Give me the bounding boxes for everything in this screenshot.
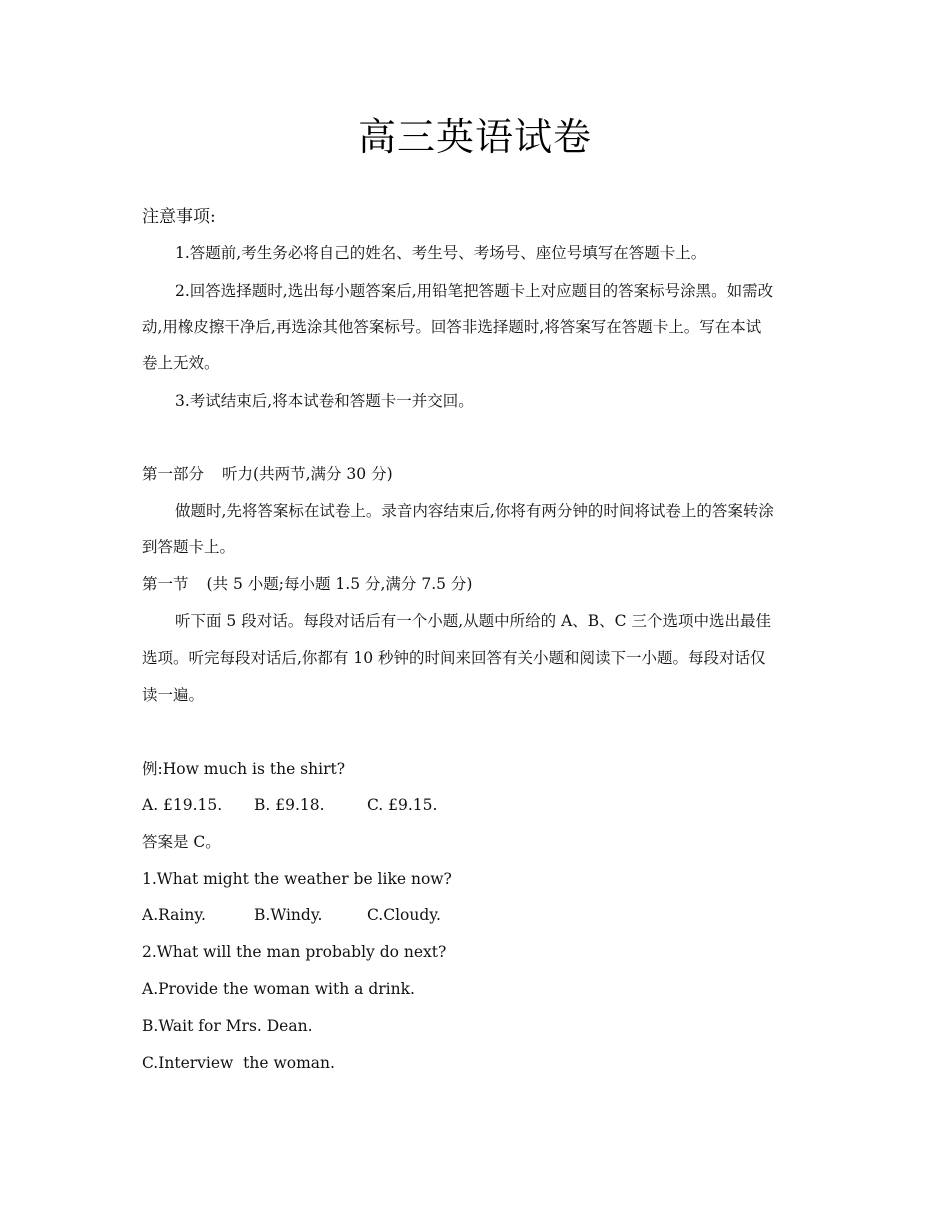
section1-instruction: 读一遍。 xyxy=(142,686,205,704)
part1-label: 第一部分 xyxy=(142,465,205,483)
option-b: B.Windy. xyxy=(254,906,323,924)
question-2: 2.What will the man probably do next? xyxy=(142,943,447,961)
section1-instruction: 选项。听完每段对话后,你都有 10 秒钟的时间来回答有关小题和阅读下一小题。每段对话仅 xyxy=(142,649,766,667)
question-1: 1.What might the weather be like now? xyxy=(142,870,452,888)
notice-item: 2.回答选择题时,选出每小题答案后,用铅笔把答题卡上对应题目的答案标号涂黑。如需改 xyxy=(175,282,774,300)
question-1-options xyxy=(142,904,441,926)
example-question: 例:How much is the shirt? xyxy=(142,760,346,778)
option-a: A.Provide the woman with a drink. xyxy=(142,980,415,998)
notice-item: 1.答题前,考生务必将自己的姓名、考生号、考场号、座位号填写在答题卡上。 xyxy=(175,244,707,262)
section1-instruction: 听下面 5 段对话。每段对话后有一个小题,从题中所给的 A、B、C 三个选项中选出最佳 xyxy=(175,612,771,630)
example-answer: 答案是 C。 xyxy=(142,833,221,851)
exam-title: 高三英语试卷 xyxy=(357,115,592,159)
option-a: A. £19.15. xyxy=(142,796,223,814)
option-c: C.Cloudy. xyxy=(367,906,441,924)
notice-heading: 注意事项: xyxy=(142,207,216,227)
notice-item: 动,用橡皮擦干净后,再选涂其他答案标号。回答非选择题时,将答案写在答题卡上。写在本试 xyxy=(142,318,762,336)
option-a: A.Rainy. xyxy=(142,906,206,924)
part1-instruction: 到答题卡上。 xyxy=(142,538,236,556)
notice-item: 卷上无效。 xyxy=(142,354,220,372)
notice-item: 3.考试结束后,将本试卷和答题卡一并交回。 xyxy=(175,392,474,410)
option-c: C.Interview the woman. xyxy=(142,1054,335,1072)
section1-label: 第一节 xyxy=(142,575,189,593)
part1-instruction: 做题时,先将答案标在试卷上。录音内容结束后,你将有两分钟的时间将试卷上的答案转涂 xyxy=(175,502,774,520)
example-options xyxy=(142,794,437,816)
section1-heading xyxy=(142,573,472,595)
option-c: C. £9.15. xyxy=(367,796,438,814)
section1-title: (共 5 小题;每小题 1.5 分,满分 7.5 分) xyxy=(206,575,473,593)
part1-heading xyxy=(142,463,393,485)
part1-title: 听力(共两节,满分 30 分) xyxy=(222,465,393,483)
option-b: B.Wait for Mrs. Dean. xyxy=(142,1017,313,1035)
option-b: B. £9.18. xyxy=(254,796,325,814)
